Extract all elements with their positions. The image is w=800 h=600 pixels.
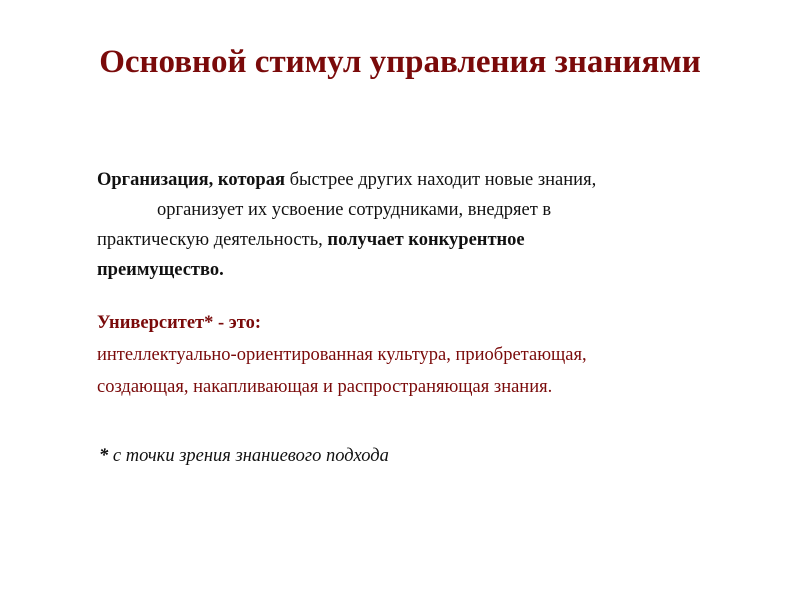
slide-title: Основной стимул управления знаниями xyxy=(99,44,701,80)
definition-line-3 xyxy=(97,225,657,255)
university-definition-line-2: создающая, накапливающая и распространяющая знания. xyxy=(97,377,553,397)
definition-line-3-text: практическую деятельность, xyxy=(97,230,328,250)
definition-line-2: организует их усвоение сотрудниками, внедряет в xyxy=(157,200,552,220)
footnote xyxy=(99,446,389,467)
definition-paragraph xyxy=(97,165,657,285)
footnote-text: с точки зрения знаниевого подхода xyxy=(108,446,389,466)
footnote-asterisk: * xyxy=(99,446,109,466)
university-heading: Университет* - это: xyxy=(97,313,262,333)
definition-subject: Организация, которая xyxy=(97,170,285,190)
definition-line-4: преимущество. xyxy=(97,260,224,280)
university-definition-line-1: интеллектуально-ориентированная культура, приобретающая, xyxy=(97,345,587,365)
definition-line-1 xyxy=(97,165,657,195)
definition-line-1-text: быстрее других находит новые знания, xyxy=(284,170,597,190)
definition-emphasis: получает конкурентное xyxy=(327,230,525,250)
